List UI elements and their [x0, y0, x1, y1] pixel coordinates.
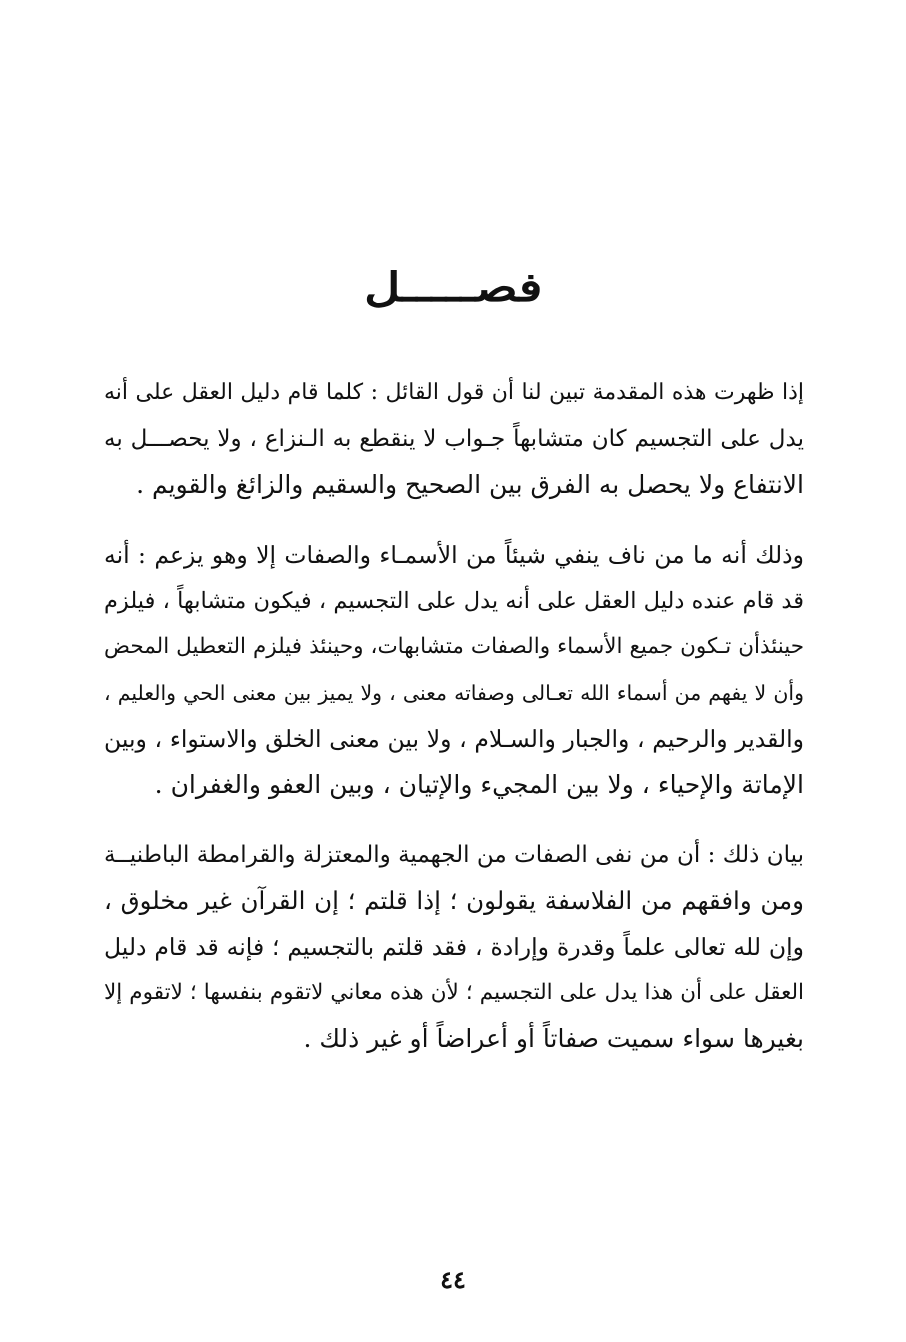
text-line: والقدير والرحيم ، والجبار والسـلام ، ولا بين معنى الخلق والاستواء ، وبين: [104, 725, 804, 753]
text-line: ومن وافقهم من الفلاسفة يقولون ؛ إذا قلتم ؛ إن القرآن غير مخلوق ،: [104, 886, 804, 915]
text-line: الانتفاع ولا يحصل به الفرق بين الصحيح والسقيم والزائغ والقويم .: [136, 470, 804, 499]
text-line: إذا ظهرت هذه المقدمة تبين لنا أن قول القائل : كلما قام دليل العقل على أنه: [104, 380, 804, 405]
paragraph-3: [104, 832, 804, 1062]
page-number: ٤٤: [440, 1265, 466, 1294]
text-line: قد قام عنده دليل العقل على أنه يدل على التجسيم ، فيكون متشابهاً ، فيلزم: [104, 588, 804, 614]
text-line: وإن لله تعالى علماً وقدرة وإرادة ، فقد قلتم بالتجسيم ؛ فإنه قد قام دليل: [104, 933, 804, 961]
text-line: بيان ذلك : أن من نفى الصفات من الجهمية والمعتزلة والقرامطة الباطنيــة: [104, 842, 804, 868]
text-line: وذلك أنه ما من ناف ينفي شيئاً من الأسمـاء والصفات إلا وهو يزعم : أنه: [104, 541, 804, 569]
section-heading: فصـــــل: [363, 264, 543, 311]
text-line: بغيرها سواء سميت صفاتاً أو أعراضاً أو غير ذلك .: [303, 1024, 804, 1053]
body-text: [104, 370, 804, 1086]
text-line: يدل على التجسيم كان متشابهاً جـواب لا ينقطع به الـنزاع ، ولا يحصـــل به: [104, 426, 804, 452]
text-line: وأن لا يفهم من أسماء الله تعـالى وصفاته معنى ، ولا يميز بين معنى الحي والعليم ،: [104, 681, 804, 705]
text-line: العقل على أن هذا يدل على التجسيم ؛ لأن هذه معاني لاتقوم بنفسها ؛ لاتقوم إلا: [104, 980, 804, 1005]
paragraph-2: [104, 532, 804, 808]
text-line: الإماتة والإحياء ، ولا بين المجيء والإتيان ، وبين العفو والغفران .: [154, 770, 804, 799]
paragraph-1: [104, 370, 804, 508]
text-line: حينئذأن تـكون جميع الأسماء والصفات متشابهات، وحينئذ فيلزم التعطيل المحض: [104, 634, 804, 659]
